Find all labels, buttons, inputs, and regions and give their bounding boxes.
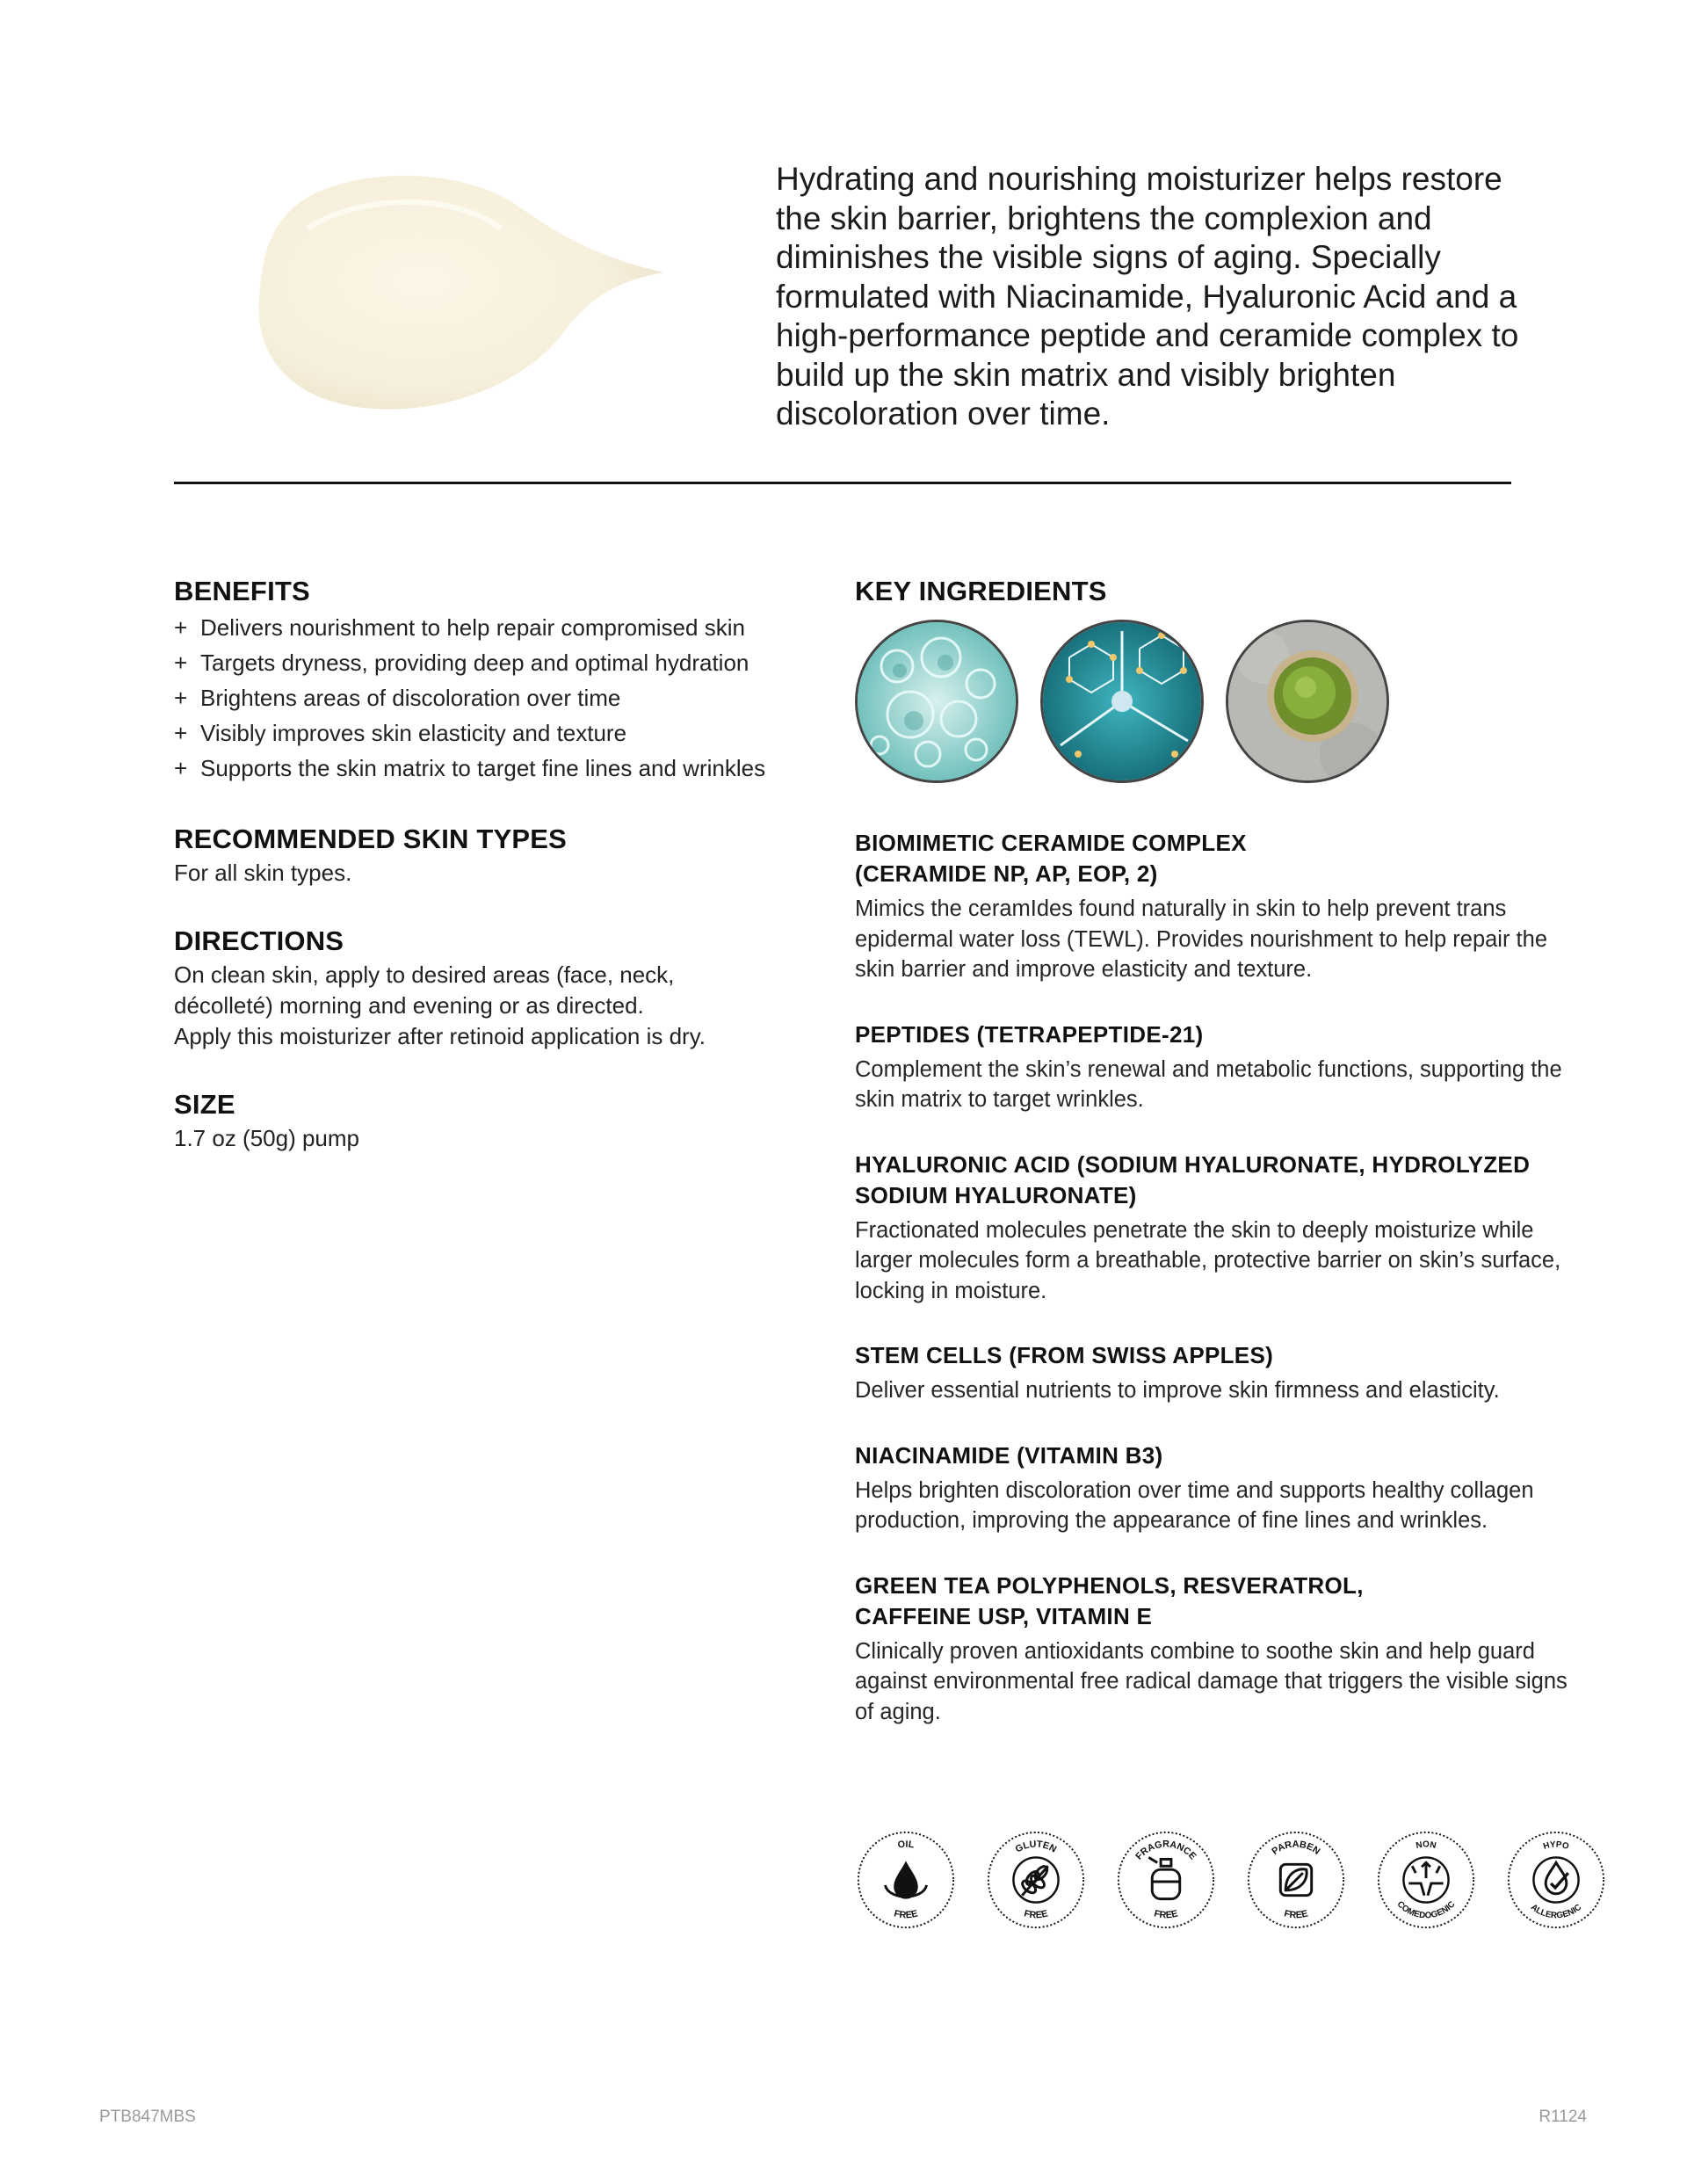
ingredient-description: Mimics the ceramIdes found naturally in skin to help prevent trans epidermal water loss (TEWL). Provides nourishment to help repair the skin barrier and improve elasticity and texture. xyxy=(855,896,1547,982)
size-text: 1.7 oz (50g) pump xyxy=(174,1125,360,1151)
skin-types-text: For all skin types. xyxy=(174,860,352,886)
list-item xyxy=(855,1150,1575,1307)
list-item: + Targets dryness, providing deep and optimal hydration xyxy=(174,645,807,680)
svg-text:FRAGRANCE: FRAGRANCE xyxy=(1133,1839,1198,1862)
hypoallergenic-badge xyxy=(1504,1828,1608,1932)
size-heading: SIZE xyxy=(174,1089,235,1120)
plus-icon: + xyxy=(174,649,188,676)
list-item xyxy=(855,1440,1575,1536)
paraben-free-badge xyxy=(1244,1828,1348,1932)
svg-text:OIL: OIL xyxy=(896,1839,916,1851)
ingredient-name: HYALURONIC ACID (SODIUM HYALURONATE, HYDROLYZED SODIUM HYALURONATE) xyxy=(855,1150,1531,1208)
ingredient-name: NIACINAMIDE (VITAMIN B3) xyxy=(855,1441,1163,1469)
benefits-list xyxy=(174,610,807,786)
list-item: + Delivers nourishment to help repair compromised skin xyxy=(174,610,807,645)
plus-icon: + xyxy=(174,720,188,746)
perfume-bottle-icon xyxy=(1148,1857,1179,1898)
directions-line: Apply this moisturizer after retinoid application is dry. xyxy=(174,1023,706,1049)
svg-text:FREE: FREE xyxy=(1023,1908,1049,1921)
skin-types-section xyxy=(174,824,807,889)
pore-icon xyxy=(1403,1857,1448,1902)
benefits-section xyxy=(174,576,807,786)
benefits-heading: BENEFITS xyxy=(174,576,310,606)
size-section xyxy=(174,1089,807,1154)
skin-types-heading: RECOMMENDED SKIN TYPES xyxy=(174,824,568,854)
revision-code: R1124 xyxy=(1539,2108,1587,2126)
ingredient-description: Helps brighten discoloration over time and supports healthy collagen production, improving the appearance of fine lines and wrinkles. xyxy=(855,1477,1534,1533)
claims-badges xyxy=(854,1828,1608,1932)
plus-icon: + xyxy=(174,614,188,641)
ingredient-description: Deliver essential nutrients to improve skin firmness and elasticity. xyxy=(855,1378,1500,1403)
directions-heading: DIRECTIONS xyxy=(174,925,344,956)
right-column xyxy=(855,576,1575,1761)
directions-line: On clean skin, apply to desired areas (face, neck, xyxy=(174,961,675,988)
directions-section xyxy=(174,925,807,1052)
plus-icon: + xyxy=(174,755,188,781)
svg-text:COMEDOGENIC: COMEDOGENIC xyxy=(1394,1899,1458,1921)
svg-text:GLUTEN: GLUTEN xyxy=(1013,1839,1059,1855)
svg-text:ALLERGENIC: ALLERGENIC xyxy=(1528,1902,1584,1921)
svg-text:FREE: FREE xyxy=(1153,1908,1179,1921)
oil-drop-icon xyxy=(885,1861,926,1898)
product-intro: Hydrating and nourishing moisturizer helps restore the skin barrier, brightens the complexion and diminishes the visible signs of aging. Specially formulated with Niacinamide, Hyaluronic Acid and a high-performance peptide and ceramide complex to build up the skin matrix and visibly brighten discoloration over time. xyxy=(776,161,1519,432)
water-droplets-image xyxy=(855,620,1018,783)
left-column xyxy=(174,576,807,1154)
ingredient-list xyxy=(855,828,1575,1727)
leaf-icon xyxy=(1280,1864,1311,1895)
ingredient-images xyxy=(855,620,1575,783)
check-drop-icon xyxy=(1533,1857,1578,1902)
svg-text:NON: NON xyxy=(1415,1839,1437,1851)
ingredient-name: GREEN TEA POLYPHENOLS, RESVERATROL, CAFFEINE USP, VITAMIN E xyxy=(855,1571,1364,1629)
ingredient-description: Clinically proven antioxidants combine to soothe skin and help guard against environmental free radical damage that triggers the visible signs of aging. xyxy=(855,1638,1568,1724)
list-item: + Brightens areas of discoloration over time xyxy=(174,680,807,715)
list-item xyxy=(855,1571,1575,1728)
plus-icon: + xyxy=(174,685,188,711)
svg-text:PARABEN: PARABEN xyxy=(1270,1839,1322,1857)
svg-text:HYPO: HYPO xyxy=(1542,1839,1570,1852)
ingredient-name: PEPTIDES (TETRAPEPTIDE-21) xyxy=(855,1020,1204,1048)
oil-free-badge xyxy=(854,1828,958,1932)
gluten-free-badge xyxy=(984,1828,1088,1932)
svg-text:FREE: FREE xyxy=(1283,1908,1309,1921)
ingredient-description: Complement the skin’s renewal and metabolic functions, supporting the skin matrix to target wrinkles. xyxy=(855,1056,1562,1112)
svg-text:FREE: FREE xyxy=(893,1908,919,1921)
document-code: PTB847MBS xyxy=(99,2108,196,2126)
ingredient-name: BIOMIMETIC CERAMIDE COMPLEX (CERAMIDE NP, AP, EOP, 2) xyxy=(855,830,1247,887)
fragrance-free-badge xyxy=(1114,1828,1218,1932)
list-item: + Visibly improves skin elasticity and texture xyxy=(174,715,807,751)
ingredient-name: STEM CELLS (FROM SWISS APPLES) xyxy=(855,1342,1274,1368)
key-ingredients-heading: KEY INGREDIENTS xyxy=(855,576,1107,606)
molecular-lattice-image xyxy=(1040,620,1204,783)
ingredient-description: Fractionated molecules penetrate the skin to deeply moisturize while larger molecules form a breathable, protective barrier on skin’s surface, locking in moisture. xyxy=(855,1217,1561,1303)
list-item xyxy=(855,828,1575,985)
list-item xyxy=(855,1019,1575,1115)
list-item: + Supports the skin matrix to target fine lines and wrinkles xyxy=(174,751,807,786)
section-divider xyxy=(174,482,1511,484)
non-comedogenic-badge xyxy=(1374,1828,1478,1932)
green-tea-cup-image xyxy=(1226,620,1389,783)
list-item xyxy=(855,1340,1575,1406)
wheat-icon xyxy=(1013,1857,1058,1902)
directions-line: décolleté) morning and evening or as directed. xyxy=(174,992,644,1019)
cream-swatch-image xyxy=(237,158,677,439)
